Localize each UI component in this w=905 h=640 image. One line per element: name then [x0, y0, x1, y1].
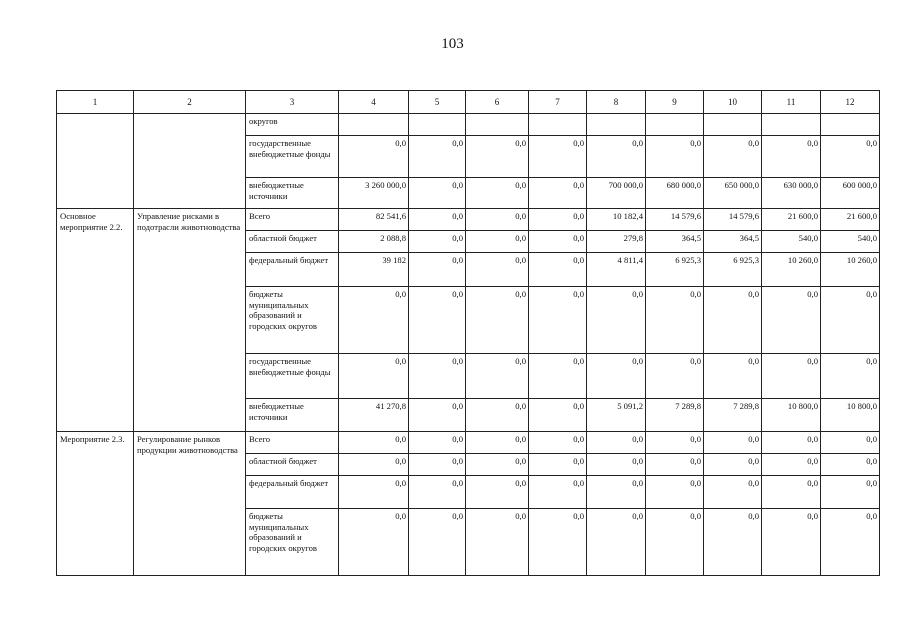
value-cell: 0,0 — [762, 287, 821, 354]
header-row — [57, 91, 880, 114]
value-cell — [466, 114, 529, 136]
value-cell: 0,0 — [529, 209, 587, 231]
column-header: 12 — [821, 91, 880, 114]
value-cell: 0,0 — [821, 136, 880, 178]
value-cell: 0,0 — [646, 136, 704, 178]
table-row — [57, 209, 880, 231]
value-cell: 0,0 — [339, 287, 409, 354]
funding-source-label: бюджеты муниципальных образований и городских округов — [246, 509, 339, 576]
value-cell: 10 182,4 — [587, 209, 646, 231]
value-cell: 0,0 — [587, 136, 646, 178]
value-cell — [646, 114, 704, 136]
value-cell: 0,0 — [587, 432, 646, 454]
value-cell: 0,0 — [646, 454, 704, 476]
value-cell: 0,0 — [409, 287, 466, 354]
value-cell: 0,0 — [821, 509, 880, 576]
value-cell: 680 000,0 — [646, 178, 704, 209]
value-cell: 0,0 — [466, 231, 529, 253]
activity-name: Основное мероприятие 2.2. — [57, 209, 134, 432]
value-cell: 0,0 — [529, 354, 587, 399]
column-header: 11 — [762, 91, 821, 114]
funding-source-label: областной бюджет — [246, 454, 339, 476]
value-cell: 0,0 — [466, 253, 529, 287]
value-cell: 0,0 — [409, 136, 466, 178]
value-cell: 0,0 — [529, 178, 587, 209]
value-cell: 0,0 — [821, 454, 880, 476]
value-cell: 540,0 — [762, 231, 821, 253]
column-header: 7 — [529, 91, 587, 114]
value-cell — [587, 114, 646, 136]
value-cell: 0,0 — [762, 136, 821, 178]
activity-name — [57, 114, 134, 209]
value-cell: 0,0 — [821, 287, 880, 354]
value-cell: 10 800,0 — [762, 399, 821, 432]
value-cell: 0,0 — [762, 476, 821, 509]
activity-description: Регулирование рынков продукции животноводства — [134, 432, 246, 576]
value-cell: 3 260 000,0 — [339, 178, 409, 209]
value-cell: 540,0 — [821, 231, 880, 253]
value-cell: 0,0 — [529, 509, 587, 576]
value-cell: 0,0 — [704, 432, 762, 454]
value-cell: 14 579,6 — [646, 209, 704, 231]
column-header: 4 — [339, 91, 409, 114]
column-header: 2 — [134, 91, 246, 114]
value-cell: 7 289,8 — [704, 399, 762, 432]
value-cell: 0,0 — [704, 476, 762, 509]
value-cell — [529, 114, 587, 136]
activity-description — [134, 114, 246, 209]
value-cell — [762, 114, 821, 136]
value-cell: 0,0 — [529, 454, 587, 476]
value-cell: 650 000,0 — [704, 178, 762, 209]
value-cell: 279,8 — [587, 231, 646, 253]
value-cell: 0,0 — [529, 231, 587, 253]
funding-source-label: федеральный бюджет — [246, 253, 339, 287]
value-cell: 10 260,0 — [821, 253, 880, 287]
funding-source-label: внебюджетные источники — [246, 178, 339, 209]
value-cell: 0,0 — [466, 399, 529, 432]
value-cell: 0,0 — [646, 509, 704, 576]
value-cell — [339, 114, 409, 136]
funding-source-label: внебюджетные источники — [246, 399, 339, 432]
value-cell: 0,0 — [821, 432, 880, 454]
value-cell: 0,0 — [704, 136, 762, 178]
value-cell: 0,0 — [821, 476, 880, 509]
column-header: 6 — [466, 91, 529, 114]
value-cell — [704, 114, 762, 136]
funding-source-label: государственные внебюджетные фонды — [246, 354, 339, 399]
value-cell — [409, 114, 466, 136]
column-header: 8 — [587, 91, 646, 114]
value-cell: 0,0 — [466, 354, 529, 399]
value-cell: 6 925,3 — [646, 253, 704, 287]
value-cell: 0,0 — [587, 509, 646, 576]
value-cell: 0,0 — [587, 287, 646, 354]
column-header: 3 — [246, 91, 339, 114]
value-cell: 5 091,2 — [587, 399, 646, 432]
value-cell: 0,0 — [466, 509, 529, 576]
value-cell: 0,0 — [466, 287, 529, 354]
column-header: 10 — [704, 91, 762, 114]
value-cell: 630 000,0 — [762, 178, 821, 209]
value-cell: 0,0 — [409, 354, 466, 399]
value-cell: 6 925,3 — [704, 253, 762, 287]
value-cell: 0,0 — [529, 432, 587, 454]
value-cell: 0,0 — [529, 399, 587, 432]
value-cell: 0,0 — [587, 476, 646, 509]
value-cell: 0,0 — [466, 476, 529, 509]
value-cell: 21 600,0 — [762, 209, 821, 231]
value-cell: 0,0 — [339, 454, 409, 476]
value-cell: 0,0 — [529, 136, 587, 178]
value-cell: 0,0 — [466, 454, 529, 476]
value-cell: 0,0 — [587, 454, 646, 476]
value-cell: 0,0 — [339, 509, 409, 576]
value-cell: 0,0 — [762, 454, 821, 476]
value-cell: 0,0 — [587, 354, 646, 399]
value-cell: 0,0 — [762, 354, 821, 399]
value-cell: 0,0 — [704, 354, 762, 399]
funding-source-label: бюджеты муниципальных образований и городских округов — [246, 287, 339, 354]
value-cell: 0,0 — [646, 432, 704, 454]
value-cell: 14 579,6 — [704, 209, 762, 231]
activity-description: Управление рисками в подотрасли животноводства — [134, 209, 246, 432]
funding-source-label: областной бюджет — [246, 231, 339, 253]
column-header: 5 — [409, 91, 466, 114]
column-header: 9 — [646, 91, 704, 114]
value-cell: 0,0 — [646, 354, 704, 399]
value-cell: 600 000,0 — [821, 178, 880, 209]
activity-name: Мероприятие 2.3. — [57, 432, 134, 576]
value-cell: 0,0 — [646, 287, 704, 354]
value-cell: 10 260,0 — [762, 253, 821, 287]
value-cell: 0,0 — [529, 287, 587, 354]
value-cell: 0,0 — [646, 476, 704, 509]
value-cell: 0,0 — [704, 509, 762, 576]
value-cell: 21 600,0 — [821, 209, 880, 231]
value-cell: 0,0 — [466, 178, 529, 209]
value-cell: 0,0 — [466, 209, 529, 231]
value-cell: 41 270,8 — [339, 399, 409, 432]
table-row — [57, 114, 880, 136]
value-cell: 0,0 — [529, 476, 587, 509]
value-cell: 0,0 — [466, 432, 529, 454]
funding-source-label: государственные внебюджетные фонды — [246, 136, 339, 178]
value-cell: 700 000,0 — [587, 178, 646, 209]
value-cell: 0,0 — [704, 287, 762, 354]
value-cell: 0,0 — [409, 476, 466, 509]
value-cell: 0,0 — [704, 454, 762, 476]
value-cell: 82 541,6 — [339, 209, 409, 231]
value-cell: 7 289,8 — [646, 399, 704, 432]
table-row — [57, 432, 880, 454]
value-cell: 4 811,4 — [587, 253, 646, 287]
funding-source-label: Всего — [246, 209, 339, 231]
value-cell: 0,0 — [529, 253, 587, 287]
value-cell: 0,0 — [339, 476, 409, 509]
value-cell: 0,0 — [821, 354, 880, 399]
value-cell: 0,0 — [409, 454, 466, 476]
value-cell: 364,5 — [704, 231, 762, 253]
value-cell: 0,0 — [409, 178, 466, 209]
funding-source-label: округов — [246, 114, 339, 136]
value-cell: 10 800,0 — [821, 399, 880, 432]
value-cell: 0,0 — [409, 509, 466, 576]
value-cell: 0,0 — [466, 136, 529, 178]
value-cell: 0,0 — [339, 354, 409, 399]
value-cell: 0,0 — [409, 432, 466, 454]
value-cell: 0,0 — [409, 209, 466, 231]
page-number: 103 — [441, 36, 464, 52]
funding-source-label: федеральный бюджет — [246, 476, 339, 509]
value-cell: 0,0 — [409, 253, 466, 287]
value-cell: 364,5 — [646, 231, 704, 253]
budget-table — [56, 90, 880, 576]
value-cell: 39 182 — [339, 253, 409, 287]
value-cell: 0,0 — [762, 432, 821, 454]
value-cell: 0,0 — [409, 231, 466, 253]
value-cell: 0,0 — [762, 509, 821, 576]
value-cell: 0,0 — [409, 399, 466, 432]
column-header: 1 — [57, 91, 134, 114]
value-cell — [821, 114, 880, 136]
value-cell: 2 088,8 — [339, 231, 409, 253]
funding-source-label: Всего — [246, 432, 339, 454]
value-cell: 0,0 — [339, 136, 409, 178]
value-cell: 0,0 — [339, 432, 409, 454]
